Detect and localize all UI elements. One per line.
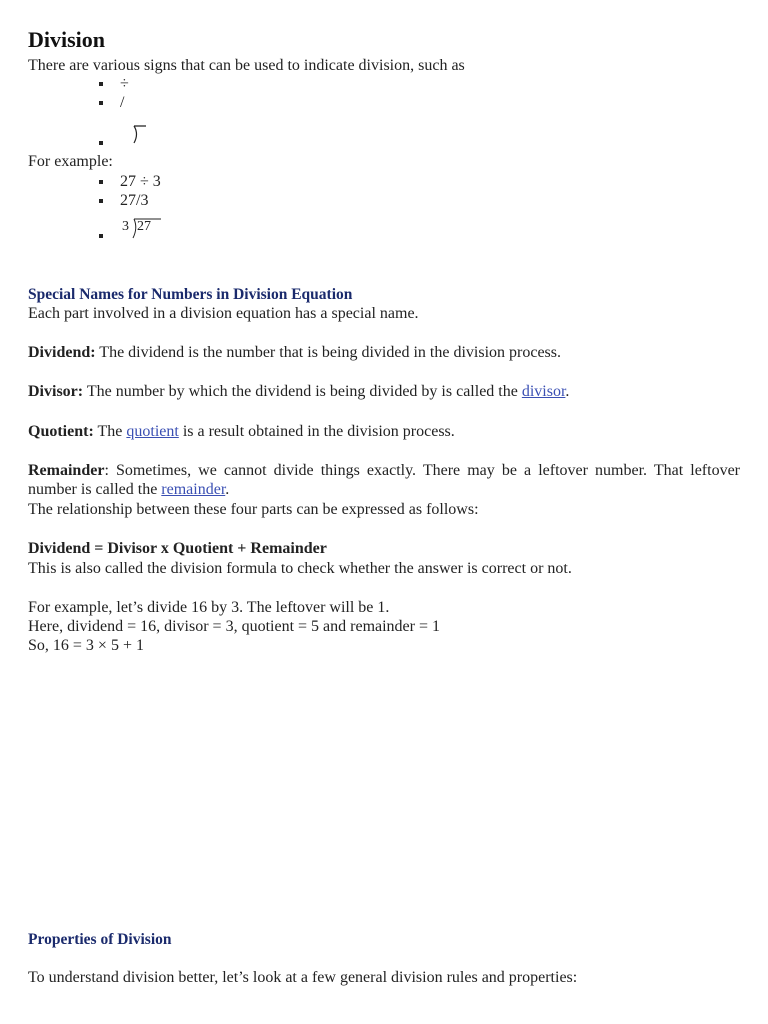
remainder-link[interactable]: remainder [161,481,226,498]
example-line: Here, dividend = 16, divisor = 3, quotient = 5 and remainder = 1 [28,618,441,635]
example-line: So, 16 = 3 × 5 + 1 [28,637,144,654]
dividend-term: Dividend: [28,344,96,361]
example-item: 27/3 [120,192,149,209]
special-names-intro: Each part involved in a division equation has a special name. [28,305,419,322]
list-bullet [99,199,103,203]
dividend-text: The dividend is the number that is being divided in the division process. [95,344,561,361]
quotient-link[interactable]: quotient [126,423,179,440]
divisor-link[interactable]: divisor [521,383,566,400]
divisor-end: . [565,383,570,400]
long-division-divisor: 3 [122,219,129,234]
quotient-term: Quotient: [28,423,94,440]
list-bullet [99,82,103,86]
divisor-text: The number by which the dividend is being divided by is called the [83,383,522,400]
example-label: For example: [28,153,113,170]
list-bullet [99,180,103,184]
properties-heading: Properties of Division [28,931,172,948]
relationship-text: The relationship between these four parts can be expressed as follows: [28,501,479,518]
divisor-definition [28,382,569,401]
remainder-text: : Sometimes, we cannot divide things exactly. There may be a leftover number. That leftover number is called the [28,462,740,498]
dividend-definition [28,343,561,362]
special-names-heading: Special Names for Numbers in Division Equation [28,286,353,303]
example-item: 27 ÷ 3 [120,173,161,190]
list-bullet [99,101,103,105]
page-title: Division [28,27,106,52]
example-line: For example, let’s divide 16 by 3. The leftover will be 1. [28,599,390,616]
list-item-divide-sign: ÷ [120,75,129,92]
divisor-term: Divisor: [28,383,84,400]
formula-note: This is also called the division formula to check whether the answer is correct or not. [28,560,572,577]
long-division-bracket-icon [130,124,150,146]
remainder-term: Remainder [28,462,105,479]
list-item-slash-sign: / [120,94,125,111]
list-bullet [99,141,103,145]
quotient-text: is a result obtained in the division process. [178,423,455,440]
list-bullet [99,234,103,238]
long-division-dividend: 27 [137,219,151,234]
properties-intro: To understand division better, let’s look at a few general division rules and properties: [28,969,578,986]
quotient-definition [28,422,455,441]
quotient-pre: The [93,423,127,440]
division-formula: Dividend = Divisor x Quotient + Remainder [28,540,327,557]
remainder-definition [28,461,740,499]
intro-text: There are various signs that can be used to indicate division, such as [28,57,465,74]
long-division-example [122,218,162,240]
remainder-end: . [225,481,230,498]
